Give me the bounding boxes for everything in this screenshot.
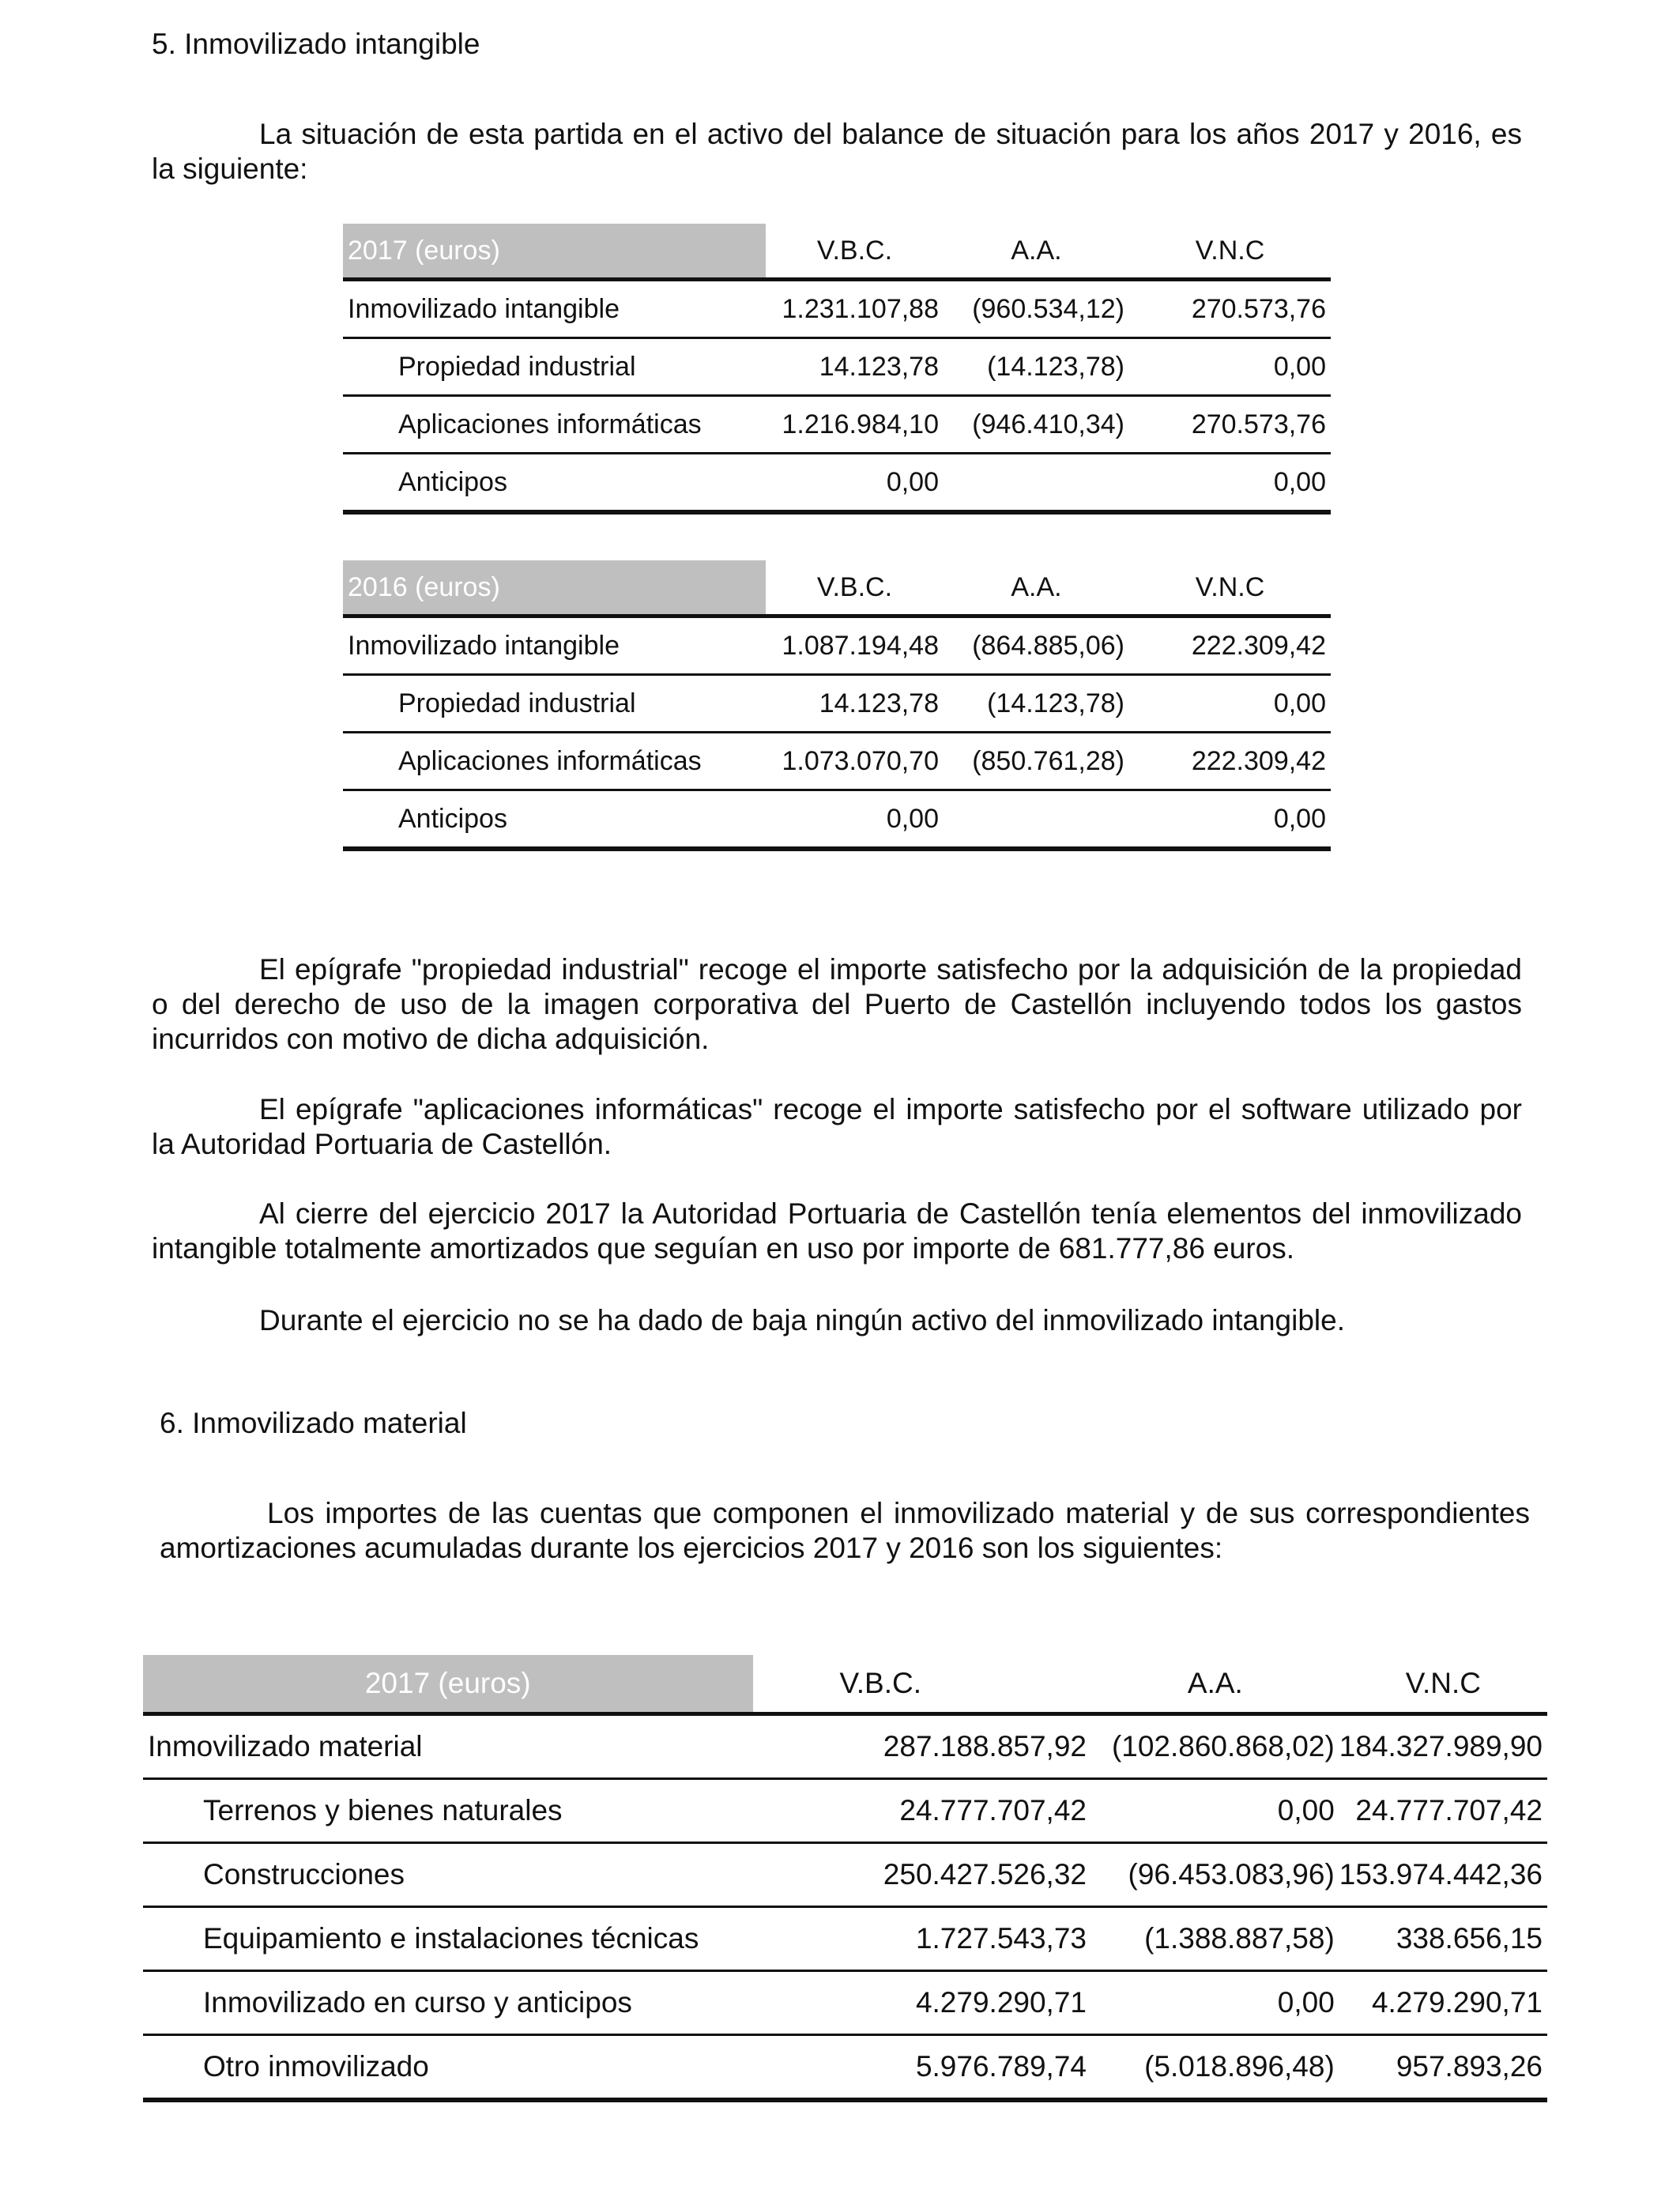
column-header-vbc: V.B.C. bbox=[766, 224, 944, 280]
table-row bbox=[143, 1907, 1547, 1971]
row-label: Inmovilizado intangible bbox=[343, 616, 766, 675]
cell-vnc: 222.309,42 bbox=[1129, 733, 1331, 790]
row-label: Anticipos bbox=[343, 790, 766, 850]
section-6-intro: Los importes de las cuentas que componen el inmovilizado material y de sus correspondientes amortizaciones acumuladas durante los ejercicios 2017 y 2016 son los siguientes: bbox=[160, 1497, 1530, 1564]
table-header-row bbox=[343, 560, 1331, 616]
cell-vnc: 338.656,15 bbox=[1339, 1907, 1547, 1971]
column-header-aa: A.A. bbox=[944, 224, 1129, 280]
paragraph-aplicaciones-informaticas: El epígrafe "aplicaciones informáticas" recoge el importe satisfecho por el software utilizado por la Autoridad Portuaria de Castellón. bbox=[152, 1093, 1522, 1160]
cell-vbc: 0,00 bbox=[766, 790, 944, 850]
table-row bbox=[343, 280, 1331, 338]
row-label: Propiedad industrial bbox=[343, 338, 766, 396]
row-label: Inmovilizado material bbox=[143, 1714, 753, 1779]
cell-aa: (960.534,12) bbox=[944, 280, 1129, 338]
column-header-vnc: V.N.C bbox=[1129, 560, 1331, 616]
table-header-row bbox=[343, 224, 1331, 280]
paragraph-bajas: Durante el ejercicio no se ha dado de baja ningún activo del inmovilizado intangible. bbox=[259, 1304, 1346, 1336]
cell-aa: (946.410,34) bbox=[944, 396, 1129, 454]
table-row bbox=[143, 1779, 1547, 1843]
cell-vbc: 4.279.290,71 bbox=[753, 1971, 1092, 2035]
cell-vnc: 0,00 bbox=[1129, 675, 1331, 733]
cell-vnc: 184.327.989,90 bbox=[1339, 1714, 1547, 1779]
cell-aa: (96.453.083,96) bbox=[1091, 1843, 1339, 1907]
cell-aa: (5.018.896,48) bbox=[1091, 2035, 1339, 2101]
paragraph-propiedad-industrial: El epígrafe "propiedad industrial" recoge el importe satisfecho por la adquisición de la propiedad o del derecho de uso de la imagen corporativa del Puerto de Castellón incluyendo todos los gastos incurridos con motivo de dicha adquisición. bbox=[152, 953, 1522, 1055]
cell-aa: (1.388.887,58) bbox=[1091, 1907, 1339, 1971]
table-row bbox=[143, 1714, 1547, 1779]
table-row bbox=[143, 1843, 1547, 1907]
cell-aa: (14.123,78) bbox=[944, 675, 1129, 733]
intangible-2016-table bbox=[343, 560, 1331, 851]
cell-aa: (850.761,28) bbox=[944, 733, 1129, 790]
cell-vnc: 270.573,76 bbox=[1129, 396, 1331, 454]
table-row bbox=[343, 338, 1331, 396]
cell-vbc: 24.777.707,42 bbox=[753, 1779, 1092, 1843]
cell-vnc: 270.573,76 bbox=[1129, 280, 1331, 338]
table-header-row bbox=[143, 1655, 1547, 1714]
cell-vbc: 5.976.789,74 bbox=[753, 2035, 1092, 2101]
column-header-aa: A.A. bbox=[944, 560, 1129, 616]
row-label: Anticipos bbox=[343, 454, 766, 513]
table-row bbox=[343, 675, 1331, 733]
cell-vnc: 957.893,26 bbox=[1339, 2035, 1547, 2101]
table-title: 2017 (euros) bbox=[343, 224, 766, 280]
column-header-vbc: V.B.C. bbox=[753, 1655, 1092, 1714]
section-6-heading: 6. Inmovilizado material bbox=[160, 1407, 467, 1439]
cell-vbc: 1.216.984,10 bbox=[766, 396, 944, 454]
table-row bbox=[143, 1971, 1547, 2035]
cell-vbc: 250.427.526,32 bbox=[753, 1843, 1092, 1907]
cell-vnc: 24.777.707,42 bbox=[1339, 1779, 1547, 1843]
row-label: Inmovilizado en curso y anticipos bbox=[143, 1971, 753, 2035]
cell-vbc: 287.188.857,92 bbox=[753, 1714, 1092, 1779]
cell-vnc: 0,00 bbox=[1129, 338, 1331, 396]
table-row bbox=[343, 454, 1331, 513]
cell-vbc: 1.073.070,70 bbox=[766, 733, 944, 790]
cell-vbc: 14.123,78 bbox=[766, 338, 944, 396]
table-row bbox=[343, 616, 1331, 675]
row-label: Construcciones bbox=[143, 1843, 753, 1907]
paragraph-amortizados: Al cierre del ejercicio 2017 la Autoridad Portuaria de Castellón tenía elementos del inmovilizado intangible totalmente amortizados que seguían en uso por importe de 681.777,86 euros. bbox=[152, 1197, 1522, 1265]
column-header-vnc: V.N.C bbox=[1129, 224, 1331, 280]
table-title: 2016 (euros) bbox=[343, 560, 766, 616]
table-title: 2017 (euros) bbox=[143, 1655, 753, 1714]
cell-vbc: 1.231.107,88 bbox=[766, 280, 944, 338]
cell-aa: (864.885,06) bbox=[944, 616, 1129, 675]
table-row bbox=[343, 396, 1331, 454]
cell-aa: (14.123,78) bbox=[944, 338, 1129, 396]
cell-aa: 0,00 bbox=[1091, 1779, 1339, 1843]
cell-aa: 0,00 bbox=[1091, 1971, 1339, 2035]
cell-vnc: 0,00 bbox=[1129, 790, 1331, 850]
table-row bbox=[343, 790, 1331, 850]
row-label: Aplicaciones informáticas bbox=[343, 733, 766, 790]
cell-aa: (102.860.868,02) bbox=[1091, 1714, 1339, 1779]
row-label: Otro inmovilizado bbox=[143, 2035, 753, 2101]
cell-vbc: 1.087.194,48 bbox=[766, 616, 944, 675]
section-5-intro: La situación de esta partida en el activo del balance de situación para los años 2017 y 2016, es la siguiente: bbox=[152, 118, 1522, 185]
cell-vnc: 0,00 bbox=[1129, 454, 1331, 513]
cell-vnc: 4.279.290,71 bbox=[1339, 1971, 1547, 2035]
section-5-heading: 5. Inmovilizado intangible bbox=[152, 28, 480, 60]
material-2017-table bbox=[143, 1655, 1547, 2102]
row-label: Inmovilizado intangible bbox=[343, 280, 766, 338]
cell-vbc: 0,00 bbox=[766, 454, 944, 513]
cell-aa bbox=[944, 454, 1129, 513]
cell-vbc: 14.123,78 bbox=[766, 675, 944, 733]
row-label: Terrenos y bienes naturales bbox=[143, 1779, 753, 1843]
table-row bbox=[343, 733, 1331, 790]
row-label: Equipamiento e instalaciones técnicas bbox=[143, 1907, 753, 1971]
column-header-vbc: V.B.C. bbox=[766, 560, 944, 616]
row-label: Propiedad industrial bbox=[343, 675, 766, 733]
column-header-aa: A.A. bbox=[1091, 1655, 1339, 1714]
column-header-vnc: V.N.C bbox=[1339, 1655, 1547, 1714]
row-label: Aplicaciones informáticas bbox=[343, 396, 766, 454]
cell-vnc: 222.309,42 bbox=[1129, 616, 1331, 675]
cell-vbc: 1.727.543,73 bbox=[753, 1907, 1092, 1971]
intangible-2017-table bbox=[343, 224, 1331, 515]
table-row bbox=[143, 2035, 1547, 2101]
cell-aa bbox=[944, 790, 1129, 850]
cell-vnc: 153.974.442,36 bbox=[1339, 1843, 1547, 1907]
